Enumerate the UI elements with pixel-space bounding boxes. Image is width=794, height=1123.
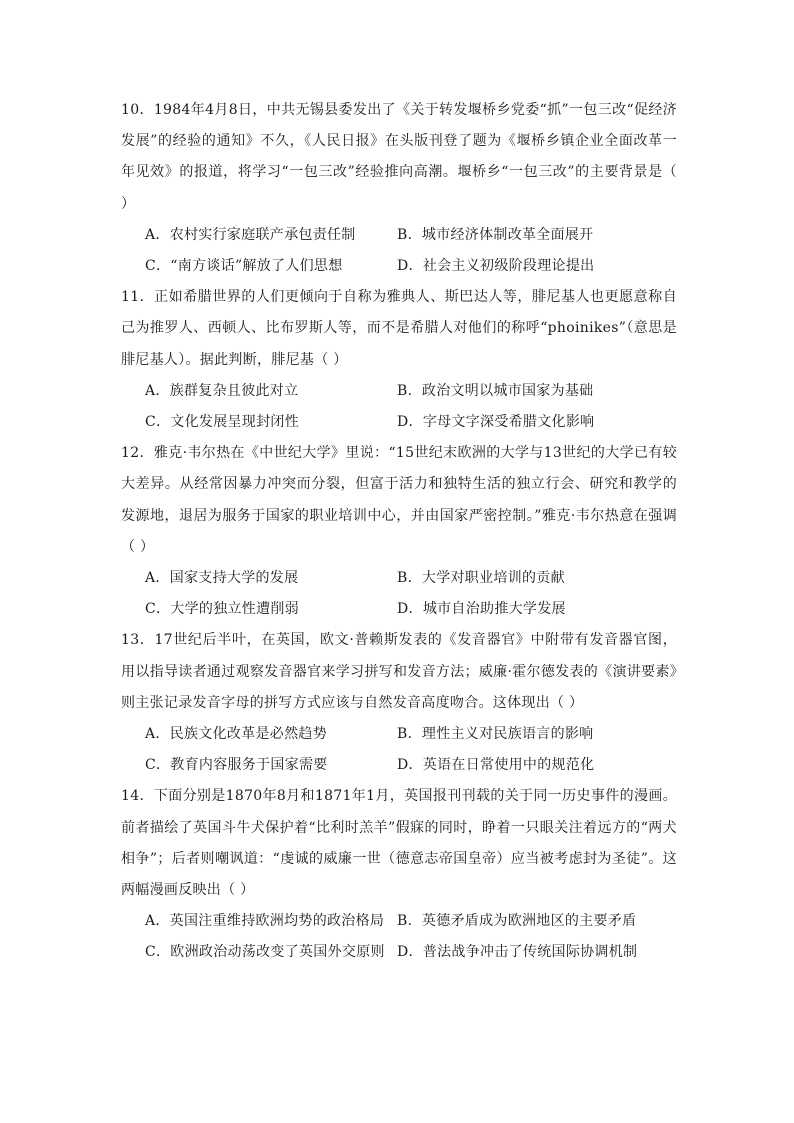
exam-page — [121, 95, 677, 969]
question-stem: 14．下面分别是1870年8月和1871年1月，英国报刊刊载的关于同一历史事件的漫画。前者描绘了英国斗牛犬保护着“比利时羔羊”假寐的同时，睁着一只眼关注着远方的“两犬相争”；后者则嘲讽道：“虔诚的威廉一世（德意志帝国皇帝）应当被考虑封为圣徒”。这两幅漫画反映出（ ） — [121, 788, 677, 899]
question-stem: 12．雅克·韦尔热在《中世纪大学》里说：“15世纪末欧洲的大学与13世纪的大学已有较大差异。从经常因暴力冲突而分裂，但富于活力和独特生活的独立行会、研究和教学的发源地，退居为服务于国家的职业培训中心，并由国家严密控制。”雅克·韦尔热意在强调（ ） — [121, 445, 677, 555]
options-row — [145, 251, 677, 282]
options-row — [145, 937, 677, 968]
option-a: A．民族文化改革是必然趋势 — [145, 726, 328, 743]
option-b: B．英德矛盾成为欧洲地区的主要矛盾 — [397, 913, 637, 930]
options-block — [121, 563, 677, 625]
question-stem: 11．正如希腊世界的人们更倾向于自称为雅典人、斯巴达人等，腓尼基人也更愿意称自己为推罗人、西顿人、比布罗斯人等，而不是希腊人对他们的称呼“phoinikes”（意思是腓尼基人）。据此判断，腓尼基（ ） — [121, 289, 677, 368]
option-a: A．英国注重维持欧洲均势的政治格局 — [145, 913, 385, 930]
option-a: A．国家支持大学的发展 — [145, 570, 299, 587]
options-row — [145, 563, 677, 594]
options-row — [145, 750, 677, 781]
option-c: C．大学的独立性遭削弱 — [145, 601, 300, 618]
option-c: C．文化发展呈现封闭性 — [145, 414, 300, 431]
option-a: A．族群复杂且彼此对立 — [145, 382, 299, 399]
question-11 — [121, 282, 677, 438]
options-row — [145, 719, 677, 750]
options-row — [145, 407, 677, 438]
option-d: D．普法战争冲击了传统国际协调机制 — [397, 944, 638, 961]
option-b: B．大学对职业培训的贡献 — [397, 570, 565, 587]
option-b: B．政治文明以城市国家为基础 — [397, 382, 594, 399]
question-13 — [121, 625, 677, 781]
option-d: D．字母文字深受希腊文化影响 — [397, 414, 595, 431]
options-row — [145, 594, 677, 625]
option-b: B．城市经济体制改革全面展开 — [397, 226, 594, 243]
option-b: B．理性主义对民族语言的影响 — [397, 726, 594, 743]
option-d: D．城市自治助推大学发展 — [397, 601, 566, 618]
question-stem: 10．1984年4月8日，中共无锡县委发出了《关于转发堰桥乡党委“抓”一包三改“促经济发展”的经验的通知》不久，《人民日报》在头版刊登了题为《堰桥乡镇企业全面改革一年见效》的报道，将学习“一包三改”经验推向高潮。堰桥乡“一包三改”的主要背景是（ ） — [121, 102, 677, 212]
options-row — [145, 906, 677, 937]
option-c: C．“南方谈话”解放了人们思想 — [145, 258, 343, 275]
options-row — [145, 220, 677, 251]
option-d: D．社会主义初级阶段理论提出 — [397, 258, 595, 275]
question-12 — [121, 438, 677, 625]
option-c: C．欧洲政治动荡改变了英国外交原则 — [145, 944, 385, 961]
question-10 — [121, 95, 677, 282]
options-block — [121, 376, 677, 438]
options-block — [121, 719, 677, 781]
option-a: A．农村实行家庭联产承包责任制 — [145, 226, 356, 243]
option-d: D．英语在日常使用中的规范化 — [397, 757, 595, 774]
question-14 — [121, 781, 677, 968]
options-block — [121, 906, 677, 968]
question-stem: 13．17世纪后半叶，在英国，欧文·普赖斯发表的《发音器官》中附带有发音器官图，用以指导读者通过观察发音器官来学习拼写和发音方法；威廉·霍尔德发表的《演讲要素》则主张记录发音字母的拼写方式应该与自然发音高度吻合。这体现出（ ） — [121, 632, 677, 711]
options-block — [121, 220, 677, 282]
options-row — [145, 376, 677, 407]
option-c: C．教育内容服务于国家需要 — [145, 757, 328, 774]
